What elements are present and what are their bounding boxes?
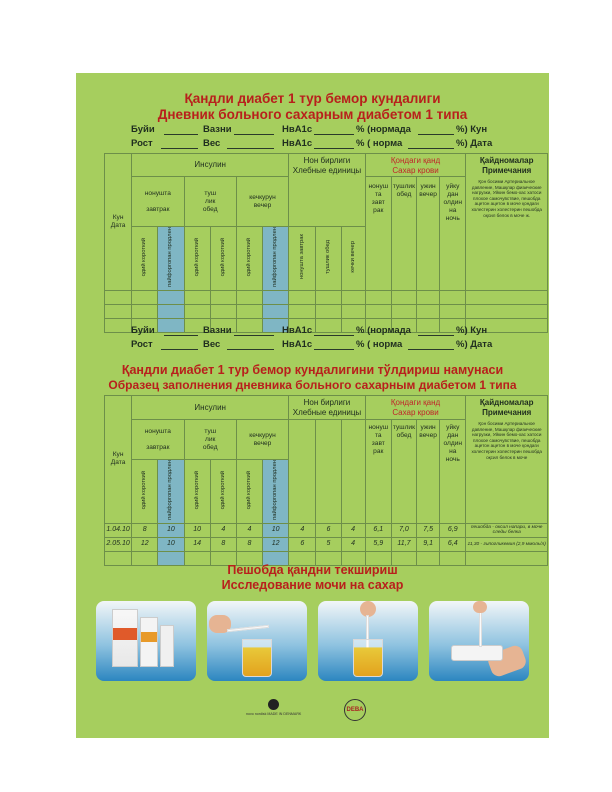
diary-table: Кун Дата Инсулин Нон бирлиги Хлебные единицы Қондаги қанд Сахар крови Қайдномалар Примечания Қон босими Артериальное давление, Машқлар физические нагрузки, Уйкин бемо-хас хатоси плохое самочувствие, пешобда ацетон ацетон в моче қондаги холестерин холестерин пешобда оқсил белок в моче ж. нонушта завтрак туш лик обед кечкурун вечер нонуш та завт рак тушлик обед ужин вечер уйку дан олдин на ночь одий короткий пайфоргопан продлен одий короткий одий короткий одий короткий пайфоргопан продлен нонушта завтрак тушлик обед кечки вечер [104, 153, 548, 333]
strip-photo-1 [207, 601, 307, 681]
header-row-4: Рост Вес НвА1с % ( норма %) Дата [131, 339, 493, 350]
header-row-2: Рост Вес НвА1с % ( норма %) Дата [131, 138, 493, 149]
diary-page [76, 73, 549, 738]
header-row-3: Буйи Вазни НвА1с % (нормада %) Кун [131, 325, 488, 336]
sample-title-uz: Қандли диабет 1 тур бемор кундалигини тўлдириш намунаси [121, 363, 504, 377]
sample-table: Кун Дата Инсулин Нон бирлиги Хлебные единицы Қондаги қанд Сахар крови Қайдномалар Примечания Қон босими Артериальное давление, Машқлар физические нагрузки, Уйкин бемо-хас хатоси плохое самочувствие, пешобда ацетон ацетон в моче қондаги холестерин холестерин пешобда оқсил белок в моче нонушта завтрак туш лик обед кечкурун вечер нонуш та завт рак тушлик обед ужин вечер уйку дан олдин на ночь одий короткий пайфоргопан продлен одий короткий одий короткий одий короткий пайфоргопан продлен 1.04.10 8 10 10 4 4 10 4 6 4 6,1 7,0 7,5 6,9 пешобда - оксил напари, в моче следы белка 2.05.10 12 10 14 8 8 12 6 5 4 5,9 11,7 9,1 6,4 11,30 - гипогликемия (2,9 ммоль/л) [104, 395, 548, 566]
urine-title-uz: Пешобда қандни текшириш [227, 563, 398, 577]
table-row: 2.05.10 12 10 14 8 8 12 6 5 4 5,9 11,7 9,1 6,4 11,30 - гипогликемия (2,9 ммоль/л) [105, 537, 548, 551]
strip-photo-3 [429, 601, 529, 681]
header-row-1: Буйи Вазни НвА1с % (нормада %) Кун [131, 124, 488, 135]
test-strips-photo [96, 601, 196, 681]
novo-nordisk-logo: novo nordisk MADE IN DENMARK [246, 699, 301, 716]
urine-title-ru: Исследование мочи на сахар [221, 578, 404, 592]
deba-logo: DEBA [344, 699, 366, 721]
sample-title-ru: Образец заполнения дневника больного сахарным диабетом 1 типа [108, 378, 517, 392]
title-ru: Дневник больного сахарным диабетом 1 типа [157, 107, 468, 122]
strip-photo-2 [318, 601, 418, 681]
table-row: 1.04.10 8 10 10 4 4 10 4 6 4 6,1 7,0 7,5 6,9 пешобда - оксил напари, в моче следы белка [105, 523, 548, 537]
title-uz: Қандли диабет 1 тур бемор кундалиги [184, 91, 441, 106]
